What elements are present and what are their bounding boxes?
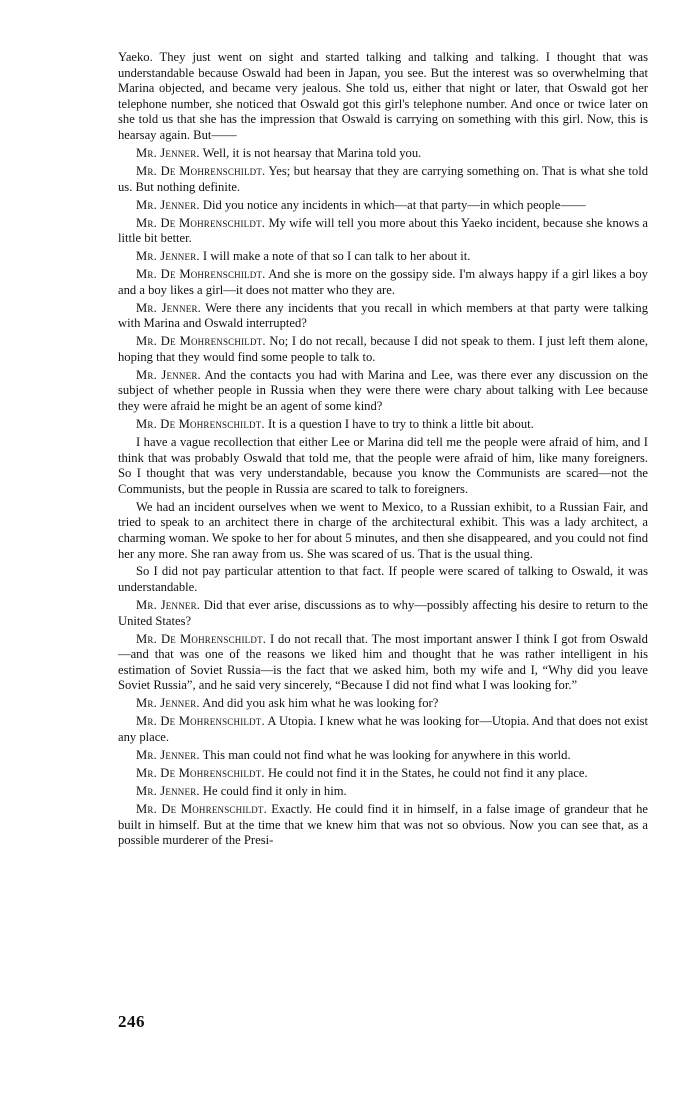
transcript-paragraph [118, 802, 648, 849]
paragraph-text: Were there any incidents that you recall in which members at that party were talking with Marina and Oswald interrupted? [118, 300, 649, 331]
speaker-name: Mr. De Mohrenschildt. [136, 215, 266, 230]
paragraph-text: And she is more on the gossipy side. I'm always happy if a girl likes a boy and a boy likes a girl—it does not matter who they are. [118, 267, 648, 297]
transcript-body [118, 50, 648, 849]
paragraph-text: A Utopia. I knew what he was looking for—Utopia. And that does not exist any place. [118, 714, 648, 744]
speaker-name: Mr. Jenner. [136, 598, 201, 613]
speaker-name: Mr. De Mohrenschildt. [136, 801, 267, 816]
paragraph-text: This man could not find what he was looking for anywhere in this world. [202, 747, 571, 762]
transcript-paragraph [118, 249, 648, 265]
transcript-paragraph [118, 334, 648, 365]
transcript-paragraph [118, 216, 648, 247]
transcript-paragraph [118, 714, 648, 745]
paragraph-text: Did that ever arise, discussions as to why—possibly affecting his desire to return to the United States? [118, 598, 648, 628]
transcript-paragraph [118, 598, 648, 629]
transcript-paragraph [118, 164, 648, 195]
speaker-name: Mr. De Mohrenschildt. [136, 631, 267, 646]
page-number: 246 [118, 1012, 145, 1031]
transcript-paragraph [118, 417, 648, 433]
transcript-paragraph [118, 267, 648, 298]
paragraph-text: I do not recall that. The most important answer I think I got from Oswald—and that was one of the reasons we liked him and thought that he was rather intelligent in his estimation of Soviet Russia—is the fact that we asked him, both my wife and I, “Why did you leave Soviet Russia”, and he said very sincerely, “Because I did not find what I was looking for.” [118, 631, 648, 693]
paragraph-text: Yaeko. They just went on sight and started talking and talking and talking. I thought that was understandable because Oswald had been in Japan, you see. But the interest was so overwhelming that Marina objected, and became very jealous. She told us, either that night or later, that Oswald got her telephone number, she noticed that Oswald got this girl's telephone number. And once or twice later on she told us that she has the impression that Oswald is carrying on something with this girl. Now, this is hearsay again. But—— [118, 50, 648, 142]
paragraph-text: He could not find it in the States, he could not find it any place. [267, 765, 588, 780]
speaker-name: Mr. Jenner. [136, 145, 200, 160]
paragraph-text: And did you ask him what he was looking for? [202, 696, 439, 711]
transcript-paragraph [118, 500, 648, 562]
transcript-paragraph [118, 301, 648, 332]
transcript-paragraph [118, 50, 648, 144]
paragraph-text: So I did not pay particular attention to that fact. If people were scared of talking to Oswald, it was understandable. [118, 564, 648, 595]
paragraph-text: And the contacts you had with Marina and Lee, was there ever any discussion on the subject of whether people in Russia when they were there were chary about talking with Lee because they were afraid he might be an agent of some kind? [118, 367, 648, 413]
transcript-paragraph [118, 632, 648, 694]
speaker-name: Mr. Jenner. [136, 367, 201, 382]
transcript-paragraph [118, 146, 648, 162]
paragraph-text: Exactly. He could find it in himself, in a false image of grandeur that he built in himself. But at the time that we knew him that was not so obvious. Now you can see that, as a possible murderer of the Presi- [118, 801, 648, 848]
speaker-name: Mr. Jenner. [136, 747, 200, 762]
paragraph-text: I have a vague recollection that either Lee or Marina did tell me the people were afraid of him, and I think that was probably Oswald that told me, that the people were afraid of him, like many foreigners. So I thought that was very understandable, because you know the Communists are scared—not the Communists, but the people in Russia are scared to talk to foreigners. [118, 434, 648, 496]
transcript-paragraph [118, 435, 648, 497]
transcript-paragraph [118, 564, 648, 595]
speaker-name: Mr. De Mohrenschildt. [136, 267, 266, 282]
speaker-name: Mr. Jenner. [136, 696, 200, 711]
transcript-paragraph [118, 696, 648, 712]
transcript-page [118, 50, 648, 851]
paragraph-text: We had an incident ourselves when we went to Mexico, to a Russian exhibit, to a Russian Fair, and tried to speak to an architect there in charge of the architectural exhibit. This was a lady architect, a charming woman. We spoke to her for about 5 minutes, and then she disappeared, and you could not find her any more. She ran away from us. She was scared of us. That is the usual thing. [118, 499, 648, 561]
transcript-paragraph [118, 784, 648, 800]
speaker-name: Mr. Jenner. [136, 300, 202, 315]
speaker-name: Mr. De Mohrenschildt. [136, 163, 266, 178]
transcript-paragraph [118, 198, 648, 214]
transcript-paragraph [118, 748, 648, 764]
paragraph-text: It is a question I have to try to think a little bit about. [267, 416, 534, 431]
transcript-paragraph [118, 368, 648, 415]
paragraph-text: I will make a note of that so I can talk to her about it. [202, 249, 471, 264]
speaker-name: Mr. De Mohrenschildt. [136, 765, 265, 780]
speaker-name: Mr. De Mohrenschildt. [136, 416, 265, 431]
speaker-name: Mr. Jenner. [136, 197, 200, 212]
paragraph-text: He could find it only in him. [202, 783, 347, 798]
paragraph-text: No; I do not recall, because I did not speak to them. I just left them alone, hoping that they would find some people to talk to. [118, 334, 648, 364]
paragraph-text: My wife will tell you more about this Yaeko incident, because she knows a little bit better. [118, 215, 648, 246]
speaker-name: Mr. De Mohrenschildt. [136, 334, 266, 349]
paragraph-text: Well, it is not hearsay that Marina told you. [202, 145, 422, 160]
speaker-name: Mr. De Mohrenschildt. [136, 714, 265, 729]
paragraph-text: Did you notice any incidents in which—at that party—in which people—— [202, 197, 586, 212]
speaker-name: Mr. Jenner. [136, 249, 200, 264]
paragraph-text: Yes; but hearsay that they are carrying something on. That is what she told us. But nothing definite. [118, 163, 648, 194]
speaker-name: Mr. Jenner. [136, 783, 200, 798]
transcript-paragraph [118, 766, 648, 782]
